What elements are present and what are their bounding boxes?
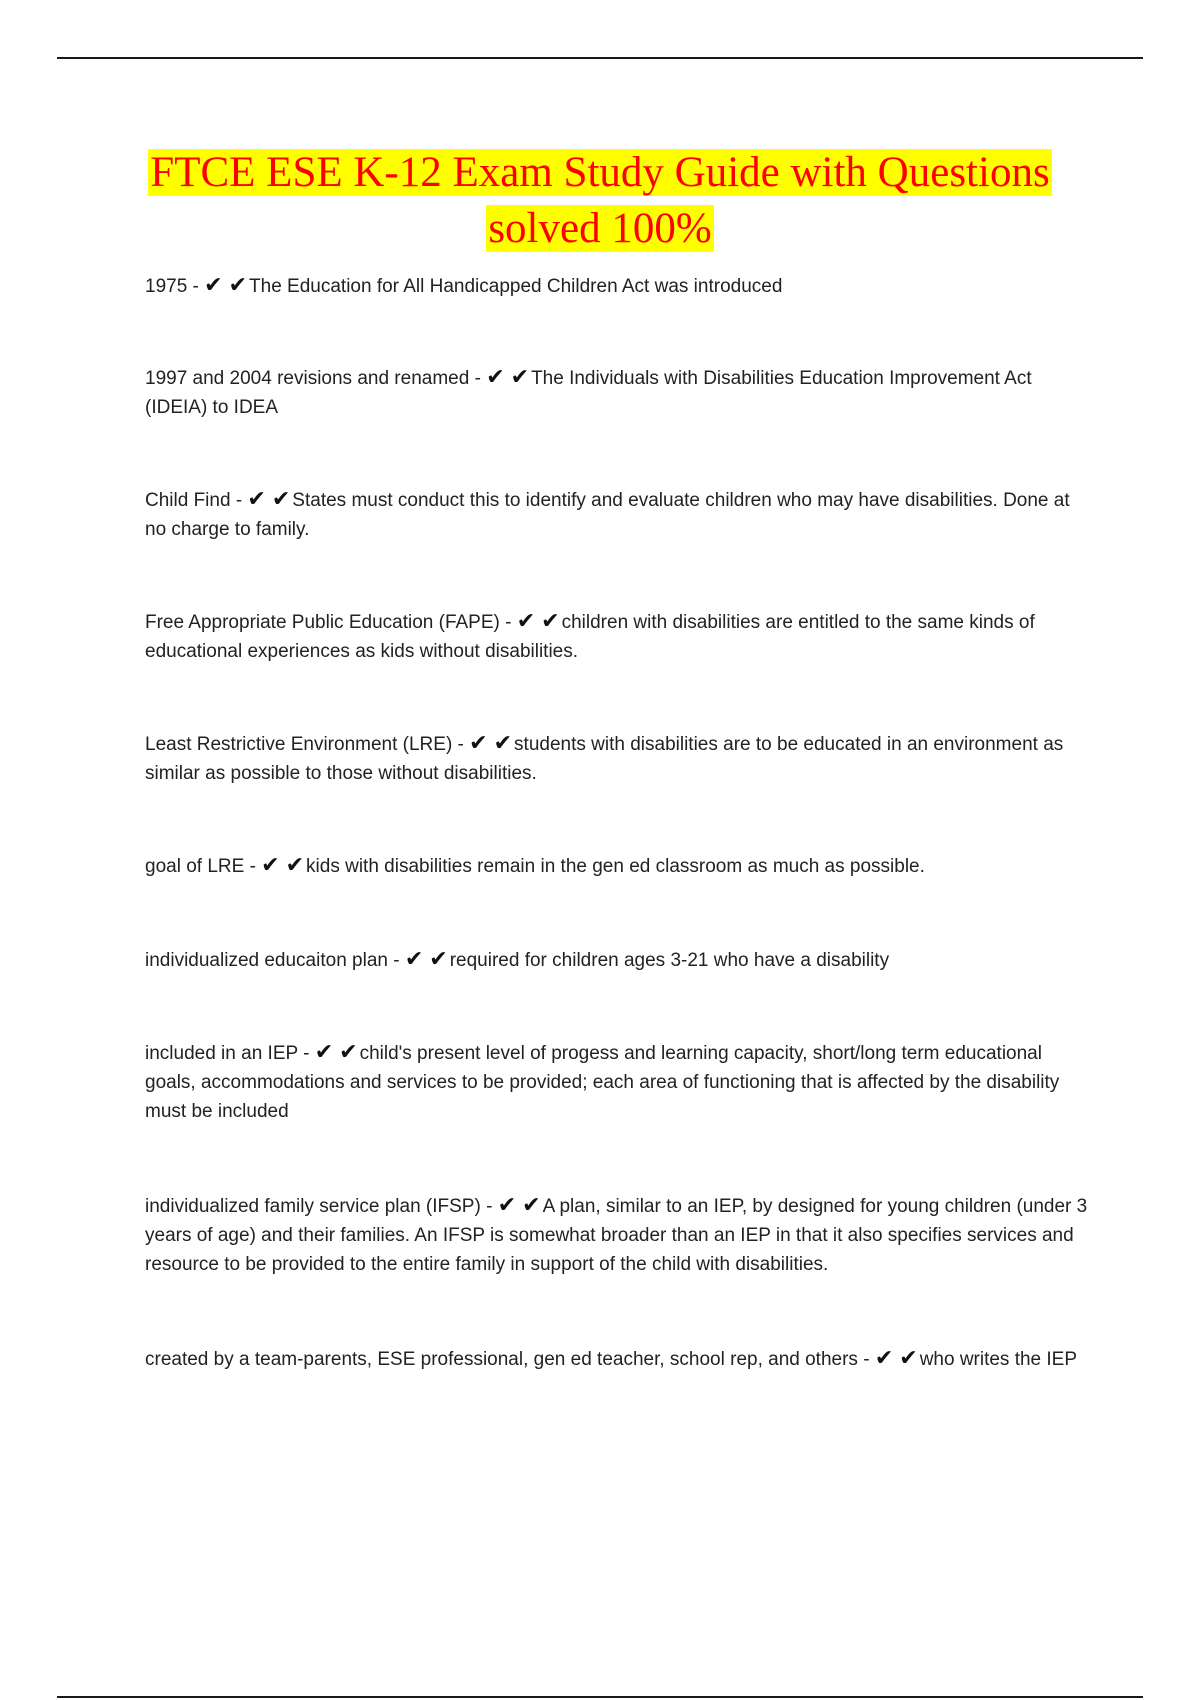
entry-definition: The Education for All Handicapped Children Act was introduced bbox=[249, 276, 783, 297]
check-icon: ✔ bbox=[247, 487, 266, 512]
entry-term: 1975 - bbox=[145, 276, 205, 297]
check-icon: ✔ bbox=[429, 947, 448, 972]
check-icon: ✔ bbox=[516, 609, 536, 634]
check-icon: ✔ bbox=[261, 853, 280, 878]
check-icon: ✔ bbox=[285, 853, 305, 878]
check-icon: ✔ bbox=[314, 1040, 334, 1065]
entry-definition: who writes the IEP bbox=[919, 1349, 1078, 1370]
check-icon: ✔ bbox=[874, 1346, 894, 1371]
entry-term: Least Restrictive Environment (LRE) - bbox=[145, 734, 470, 755]
check-icon: ✔ bbox=[899, 1346, 918, 1371]
flashcard-entry bbox=[145, 1345, 1095, 1374]
check-icon: ✔ bbox=[469, 731, 488, 756]
flashcard-list bbox=[145, 272, 1095, 1374]
check-icon: ✔ bbox=[404, 947, 424, 972]
flashcard-entry bbox=[145, 1039, 1095, 1126]
check-icon: ✔ bbox=[228, 273, 248, 298]
entry-term: individualized educaiton plan - bbox=[145, 950, 405, 971]
check-icon: ✔ bbox=[493, 731, 513, 756]
entry-definition: kids with disabilities remain in the gen ed classroom as much as possible. bbox=[306, 856, 925, 877]
check-icon: ✔ bbox=[522, 1193, 541, 1218]
entry-term: Child Find - bbox=[145, 490, 248, 511]
top-rule bbox=[57, 57, 1143, 59]
check-icon: ✔ bbox=[510, 365, 530, 390]
entry-definition: A plan, similar to an IEP, by designed for young children (under 3 years of age) and their families. An IFSP is somewhat broader than an IEP in that it also specifies services and resource to be provided to the entire family in support of the child with disabilities. bbox=[145, 1196, 1088, 1275]
entry-definition: child's present level of progess and learning capacity, short/long term educational goals, accommodations and services to be provided; each area of functioning that is affected by the disability must be included bbox=[145, 1043, 1060, 1122]
entry-definition: students with disabilities are to be educated in an environment as similar as possible to those without disabilities. bbox=[145, 734, 1064, 784]
flashcard-entry bbox=[145, 608, 1095, 666]
check-icon: ✔ bbox=[486, 365, 505, 390]
entry-term: Free Appropriate Public Education (FAPE) - bbox=[145, 612, 517, 633]
flashcard-entry bbox=[145, 272, 1095, 301]
flashcard-entry bbox=[145, 730, 1095, 788]
entry-definition: States must conduct this to identify and evaluate children who may have disabilities. Done at no charge to family. bbox=[145, 490, 1070, 540]
document-title bbox=[100, 145, 1100, 257]
entry-definition: The Individuals with Disabilities Education Improvement Act (IDEIA) to IDEA bbox=[145, 368, 1032, 418]
entry-definition: children with disabilities are entitled to the same kinds of educational experiences as kids without disabilities. bbox=[145, 612, 1035, 662]
title-line-2: solved 100% bbox=[488, 205, 712, 252]
title-line-1: FTCE ESE K-12 Exam Study Guide with Questions bbox=[150, 149, 1050, 196]
flashcard-entry bbox=[145, 486, 1095, 544]
flashcard-entry bbox=[145, 1192, 1095, 1279]
flashcard-entry bbox=[145, 364, 1095, 422]
entry-definition: required for children ages 3-21 who have a disability bbox=[449, 950, 890, 971]
entry-term: 1997 and 2004 revisions and renamed - bbox=[145, 368, 487, 389]
flashcard-entry bbox=[145, 852, 1095, 881]
bottom-rule bbox=[57, 1696, 1143, 1698]
check-icon: ✔ bbox=[541, 609, 560, 634]
check-icon: ✔ bbox=[339, 1040, 358, 1065]
entry-term: included in an IEP - bbox=[145, 1043, 315, 1064]
check-icon: ✔ bbox=[497, 1193, 517, 1218]
entry-term: created by a team-parents, ESE professional, gen ed teacher, school rep, and others - bbox=[145, 1349, 875, 1370]
check-icon: ✔ bbox=[271, 487, 291, 512]
entry-term: individualized family service plan (IFSP) - bbox=[145, 1196, 498, 1217]
flashcard-entry bbox=[145, 946, 1095, 975]
check-icon: ✔ bbox=[204, 273, 223, 298]
entry-term: goal of LRE - bbox=[145, 856, 262, 877]
